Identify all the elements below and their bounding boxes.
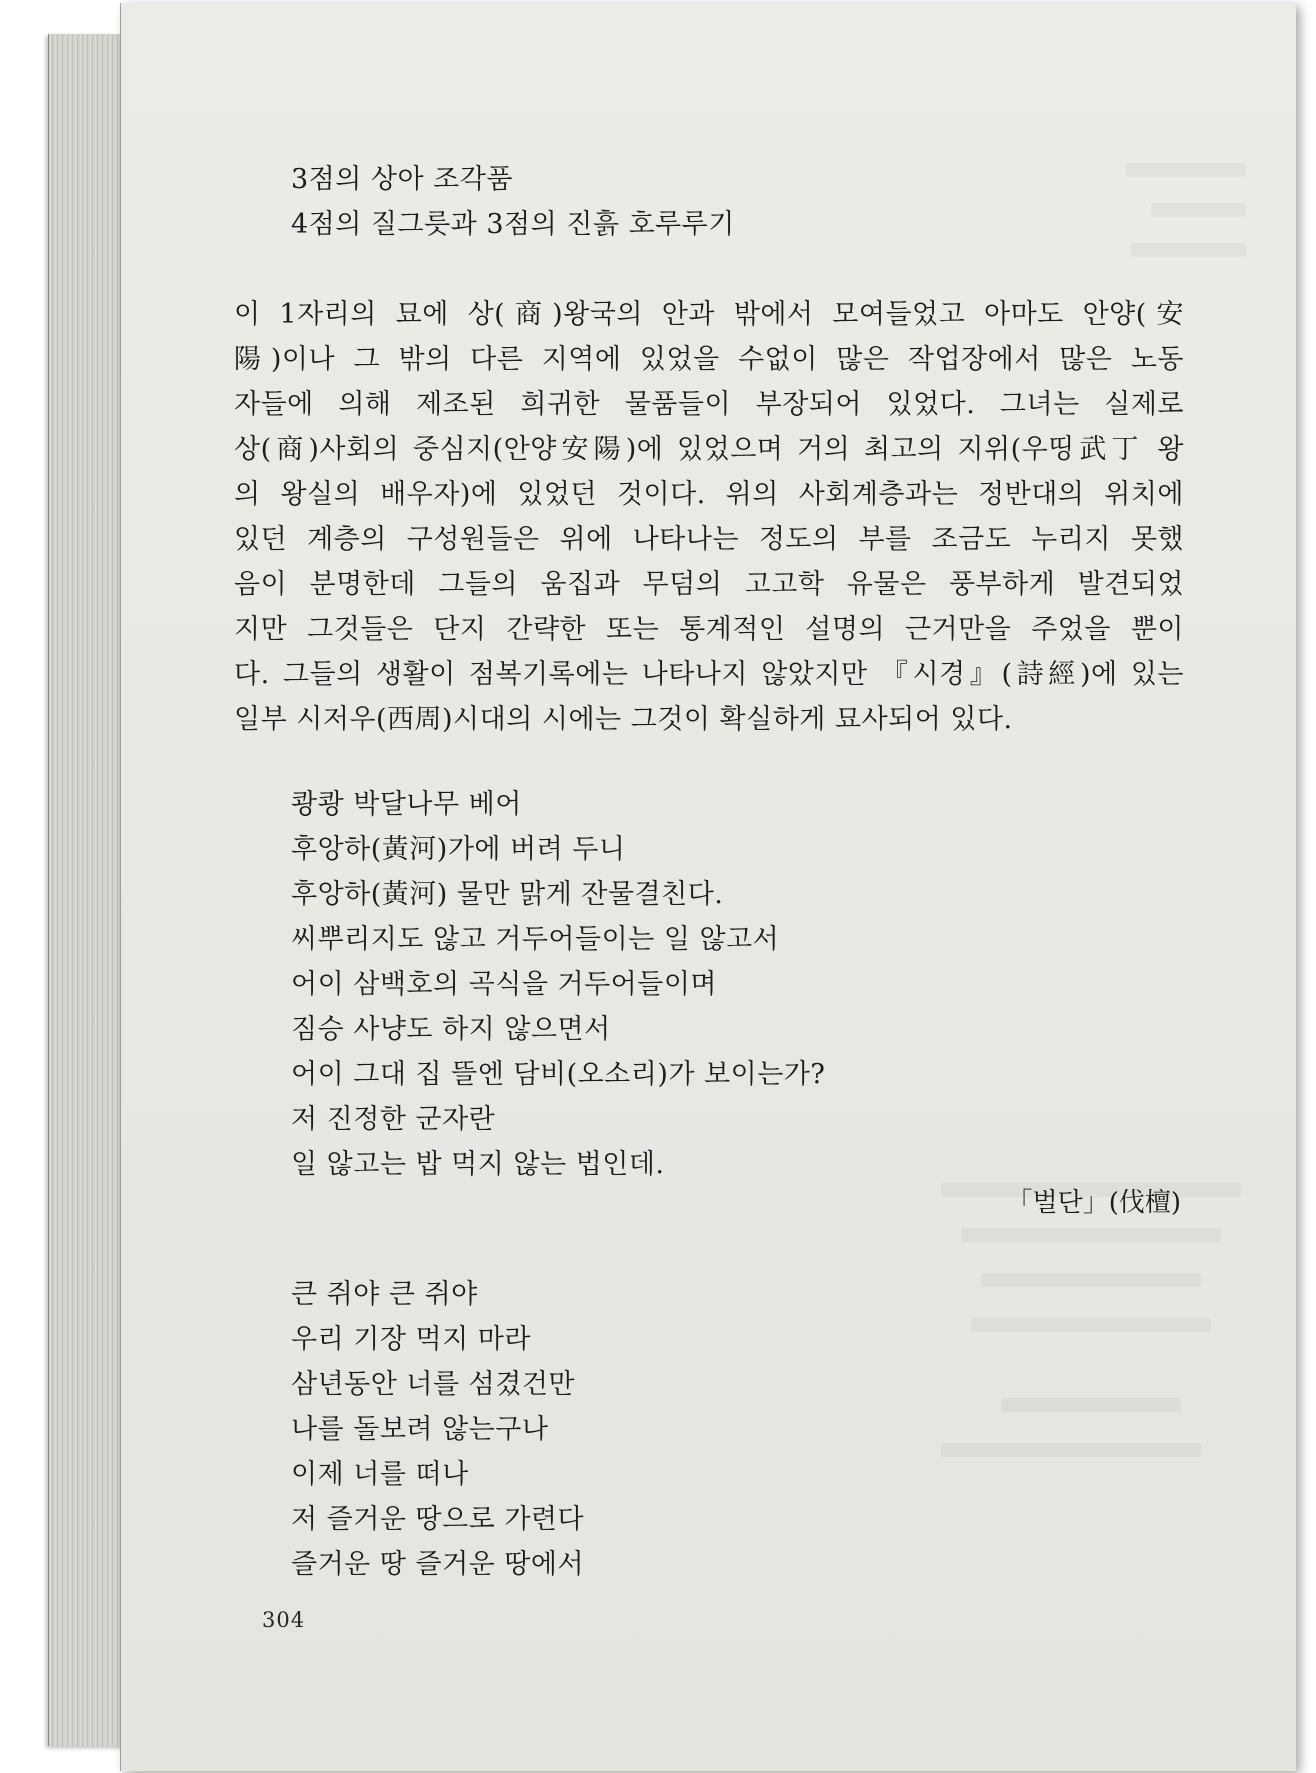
poem-line: 후앙하(黃河)가에 버려 두니 — [291, 834, 626, 865]
page-number: 304 — [262, 1608, 306, 1632]
paragraph-line: 의 왕실의 배우자)에 있었던 것이다. 위의 사회계층과는 정반대의 위치에 — [234, 479, 1184, 510]
paragraph-line: 陽)이나 그 밖의 다른 지역에 있었을 수없이 많은 작업장에서 많은 노동 — [234, 344, 1184, 375]
paragraph-line: 음이 분명한데 그들의 움집과 무덤의 고고학 유물은 풍부하게 발견되었 — [234, 569, 1184, 600]
poem-line: 즐거운 땅 즐거운 땅에서 — [291, 1549, 585, 1580]
poem-line: 어이 그대 집 뜰엔 담비(오소리)가 보이는가? — [291, 1059, 826, 1090]
paragraph-line: 자들에 의해 제조된 희귀한 물품들이 부장되어 있었다. 그녀는 실제로 — [234, 389, 1184, 420]
book-page — [121, 3, 1296, 1771]
poem-line: 우리 기장 먹지 마라 — [291, 1324, 531, 1355]
paragraph-line: 지만 그것들은 단지 간략한 또는 통계적인 설명의 근거만을 주었을 뿐이 — [234, 614, 1184, 645]
paragraph-line: 다. 그들의 생활이 점복기록에는 나타나지 않았지만 『시경』(詩經)에 있는 — [234, 659, 1184, 690]
poem-line: 이제 너를 떠나 — [291, 1459, 469, 1490]
list-item: 3점의 상아 조각품 — [291, 164, 513, 195]
paragraph-line: 있던 계층의 구성원들은 위에 나타나는 정도의 부를 조금도 누리지 못했 — [234, 524, 1184, 555]
poem-line: 삼년동안 너를 섬겼건만 — [291, 1369, 575, 1400]
paragraph-line: 이 1자리의 묘에 상(商)왕국의 안과 밖에서 모여들었고 아마도 안양(安 — [234, 299, 1184, 330]
poem-line: 씨뿌리지도 않고 거두어들이는 일 않고서 — [291, 924, 780, 955]
poem-line: 일 않고는 밥 먹지 않는 법인데. — [291, 1149, 665, 1180]
poem-source: 「벌단」(伐檀) — [1006, 1188, 1181, 1218]
poem-line: 저 즐거운 땅으로 가련다 — [291, 1504, 585, 1535]
poem-line: 짐승 사냥도 하지 않으면서 — [291, 1014, 611, 1045]
paragraph-line: 상(商)사회의 중심지(안양安陽)에 있었으며 거의 최고의 지위(우띵武丁 왕 — [234, 434, 1184, 465]
poem-line: 나를 돌보려 않는구나 — [291, 1414, 549, 1445]
page-content — [121, 3, 1296, 1771]
list-item: 4점의 질그릇과 3점의 진흙 호루루기 — [291, 209, 735, 240]
poem-line: 큰 쥐야 큰 쥐야 — [291, 1279, 478, 1310]
poem-line: 어이 삼백호의 곡식을 거두어들이며 — [291, 969, 717, 1000]
page-stack-edge — [48, 34, 127, 1746]
poem-line: 후앙하(黃河) 물만 맑게 잔물결친다. — [291, 879, 724, 910]
paragraph-line: 일부 시저우(西周)시대의 시에는 그것이 확실하게 묘사되어 있다. — [234, 704, 1013, 735]
poem-line: 저 진정한 군자란 — [291, 1104, 496, 1135]
poem-line: 쾅쾅 박달나무 베어 — [291, 789, 522, 820]
